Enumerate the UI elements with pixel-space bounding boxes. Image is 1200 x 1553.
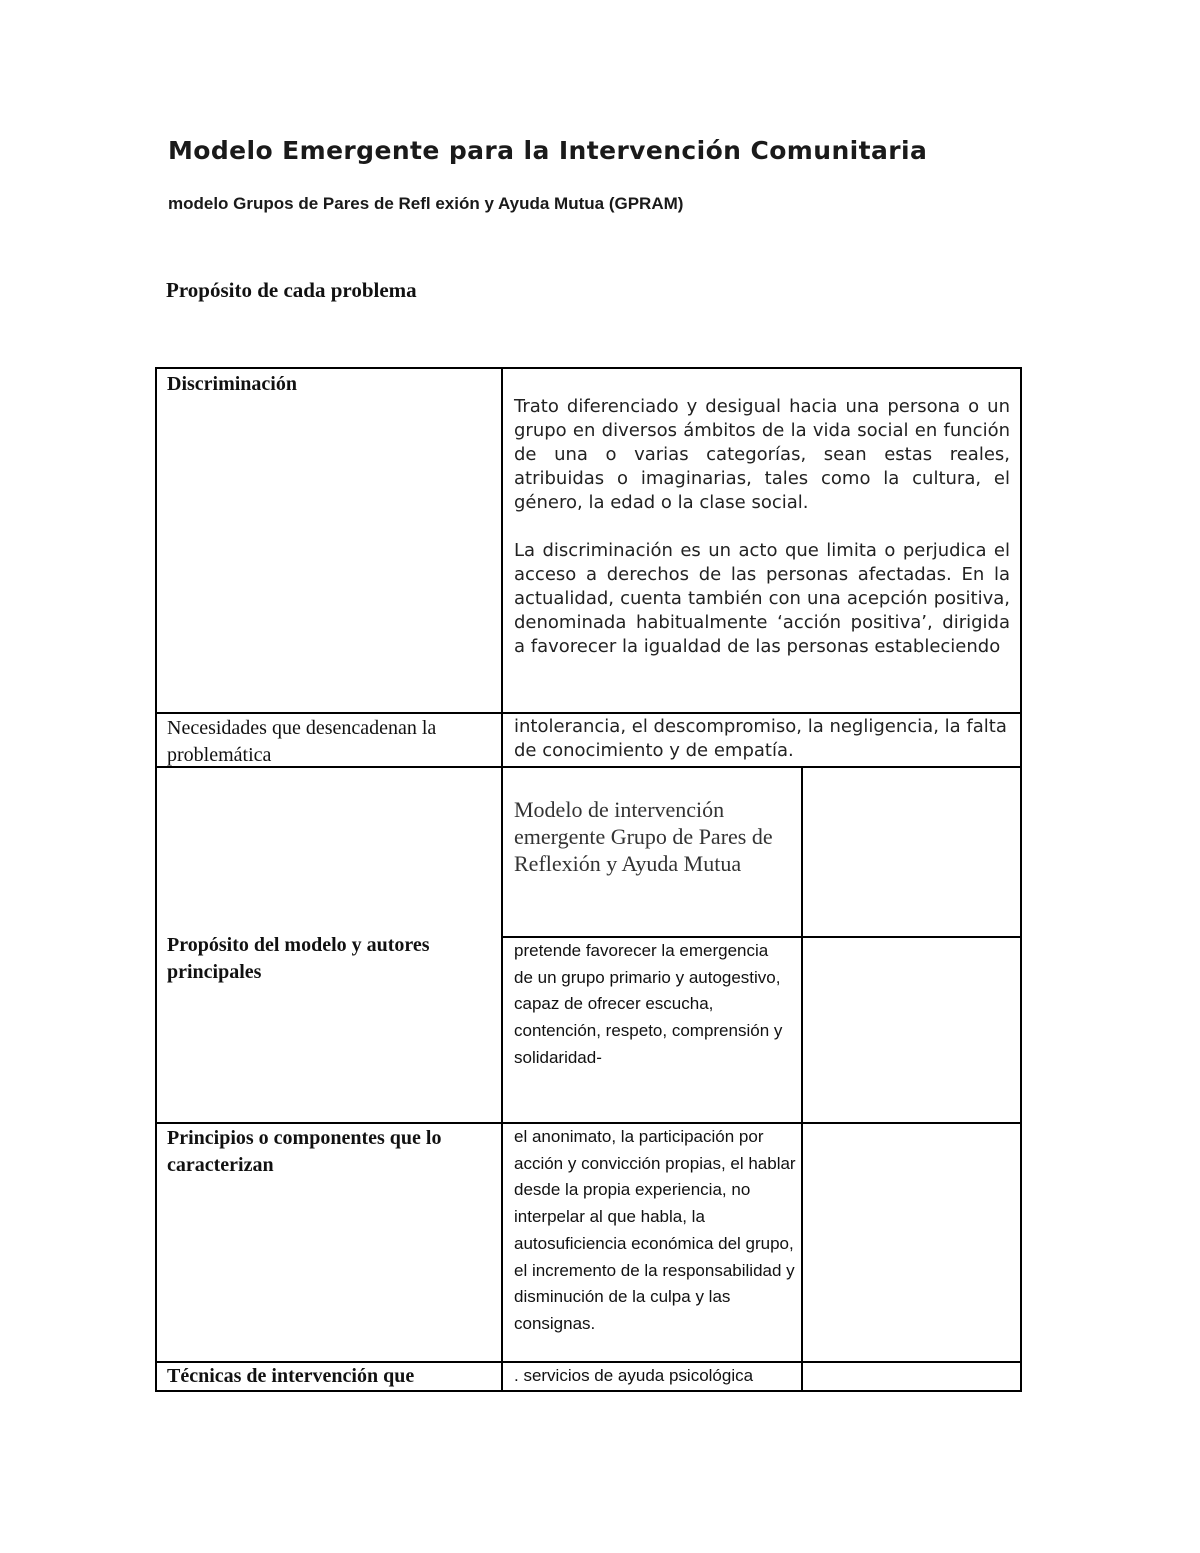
table-border-left bbox=[155, 367, 157, 1392]
discrimination-definition bbox=[514, 395, 1010, 659]
document-subtitle: modelo Grupos de Pares de Refl exión y Ayuda Mutua (GPRAM) bbox=[168, 194, 684, 213]
model-purpose-value: pretende favorecer la emergencia de un grupo primario y autogestivo, capaz de ofrecer escucha, contención, respeto, comprensión y solidaridad- bbox=[514, 941, 783, 1067]
model-name-value: Modelo de intervención emergente Grupo de Pares de Reflexión y Ayuda Mutua bbox=[514, 797, 773, 876]
row-label-model-purpose: Propósito del modelo y autores principales bbox=[167, 934, 430, 983]
document-title: Modelo Emergente para la Intervención Comunitaria bbox=[168, 136, 928, 165]
row-label-techniques: Técnicas de intervención que bbox=[167, 1365, 415, 1387]
principles-value: el anonimato, la participación por acción y convicción propias, el hablar desde la propia experiencia, no interpelar al que habla, la autosuficiencia económica del grupo, el incremento de la responsabilidad y disminución de la culpa y las consignas. bbox=[514, 1127, 796, 1333]
definition-paragraph-1: Trato diferenciado y desigual hacia una persona o un grupo en diversos ámbitos de la vida social en función de una o varias categorías, sean estas reales, atribuidas o imaginarias, tales como la cultura, el género, la edad o la clase social. bbox=[514, 396, 1010, 513]
column-divider bbox=[501, 367, 503, 1392]
table-border-right bbox=[1020, 367, 1022, 1392]
needs-value: intolerancia, el descompromiso, la negligencia, la falta de conocimiento y de empatía. bbox=[514, 716, 1007, 761]
purpose-table bbox=[155, 367, 1022, 1392]
row-label-discrimination: Discriminación bbox=[167, 373, 297, 395]
table-border-top bbox=[155, 367, 1022, 369]
row-label-needs: Necesidades que desencadenan la problemática bbox=[167, 717, 437, 766]
table-border-bottom bbox=[155, 1390, 1022, 1392]
row-label-principles: Principios o componentes que lo caracterizan bbox=[167, 1127, 442, 1176]
row-divider bbox=[155, 712, 1022, 714]
column-divider-secondary bbox=[801, 767, 803, 1392]
definition-paragraph-2: La discriminación es un acto que limita o perjudica el acceso a derechos de las personas afectadas. En la actualidad, cuenta también con una acepción positiva, denominada habitualmente ‘acción positiva’, dirigida a favorecer la igualdad de las personas estableciendo bbox=[514, 540, 1010, 657]
section-heading: Propósito de cada problema bbox=[166, 278, 417, 302]
techniques-value: . servicios de ayuda psicológica bbox=[514, 1366, 754, 1385]
